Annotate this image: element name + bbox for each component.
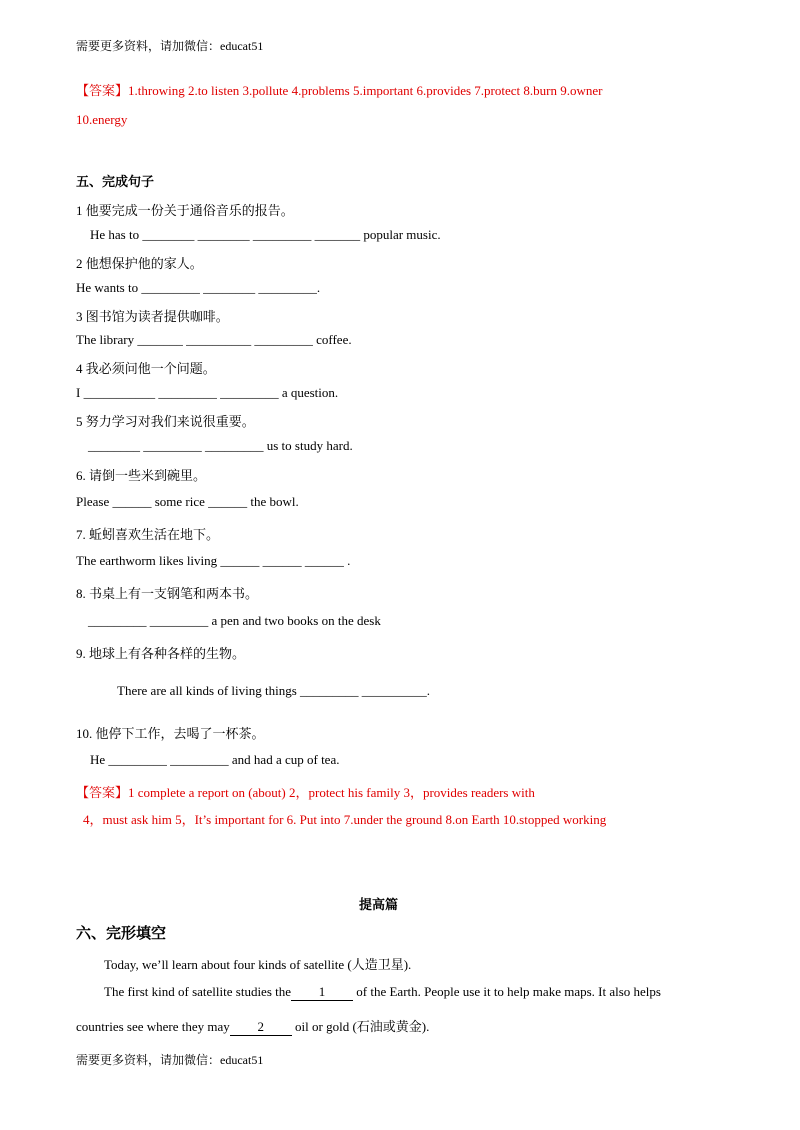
question-cn: 9. 地球上有各种各样的生物。 bbox=[76, 646, 246, 661]
section-title: 五、完成句子 bbox=[76, 175, 155, 190]
passage-text: of the Earth. People use it to help make maps. It also helps bbox=[356, 984, 661, 999]
question-en: The library _______ __________ _________ coffee. bbox=[76, 332, 352, 347]
question-cn: 5 努力学习对我们来说很重要。 bbox=[76, 414, 255, 429]
question-cn: 8. 书桌上有一支钢笔和两本书。 bbox=[76, 586, 259, 601]
passage-text: oil or gold (石油或黄金). bbox=[295, 1019, 430, 1034]
passage-line bbox=[76, 1016, 429, 1036]
answer-line: 【答案】1.throwing 2.to listen 3.pollute 4.problems 5.important 6.provides 7.protect 8.burn 9.owner bbox=[76, 83, 603, 98]
question-cn: 7. 蚯蚓喜欢生活在地下。 bbox=[76, 527, 220, 542]
question-cn: 3 图书馆为读者提供咖啡。 bbox=[76, 309, 229, 324]
answer-line: 4，must ask him 5，It’s important for 6. Put into 7.under the ground 8.on Earth 10.stopped working bbox=[83, 812, 607, 827]
answer-line: 【答案】1 complete a report on (about) 2，protect his family 3，provides readers with bbox=[76, 785, 535, 800]
question-cn: 10. 他停下工作，去喝了一杯茶。 bbox=[76, 726, 265, 741]
question-en: There are all kinds of living things _________ __________. bbox=[117, 683, 431, 698]
question-en: _________ _________ a pen and two books on the desk bbox=[88, 613, 381, 628]
question-en: ________ _________ _________ us to study hard. bbox=[88, 438, 353, 453]
question-en: He has to ________ ________ _________ _______ popular music. bbox=[90, 227, 441, 242]
part-title: 提高篇 bbox=[359, 898, 399, 913]
passage-line: Today, we’ll learn about four kinds of satellite (人造卫星). bbox=[104, 957, 412, 972]
question-cn: 2 他想保护他的家人。 bbox=[76, 256, 203, 271]
header-note: 需要更多资料，请加微信：educat51 bbox=[76, 39, 264, 53]
cloze-blank: 2 bbox=[230, 1019, 292, 1036]
cloze-blank: 1 bbox=[291, 984, 353, 1001]
question-cn: 1 他要完成一份关于通俗音乐的报告。 bbox=[76, 203, 294, 218]
question-en: He wants to _________ ________ _________. bbox=[76, 280, 321, 295]
answer-line: 10.energy bbox=[76, 112, 128, 127]
passage-line bbox=[104, 984, 661, 1001]
passage-text: The first kind of satellite studies the bbox=[104, 984, 292, 999]
question-en: I ___________ _________ _________ a question. bbox=[76, 385, 339, 400]
section-title: 六、完形填空 bbox=[76, 924, 167, 942]
question-cn: 4 我必须问他一个问题。 bbox=[76, 361, 216, 376]
footer-note: 需要更多资料，请加微信：educat51 bbox=[76, 1053, 264, 1067]
question-en: The earthworm likes living ______ ______ ______ . bbox=[76, 553, 351, 568]
question-en: He _________ _________ and had a cup of tea. bbox=[90, 752, 340, 767]
question-en: Please ______ some rice ______ the bowl. bbox=[76, 494, 299, 509]
question-cn: 6. 请倒一些米到碗里。 bbox=[76, 468, 207, 483]
passage-text: countries see where they may bbox=[76, 1019, 230, 1034]
